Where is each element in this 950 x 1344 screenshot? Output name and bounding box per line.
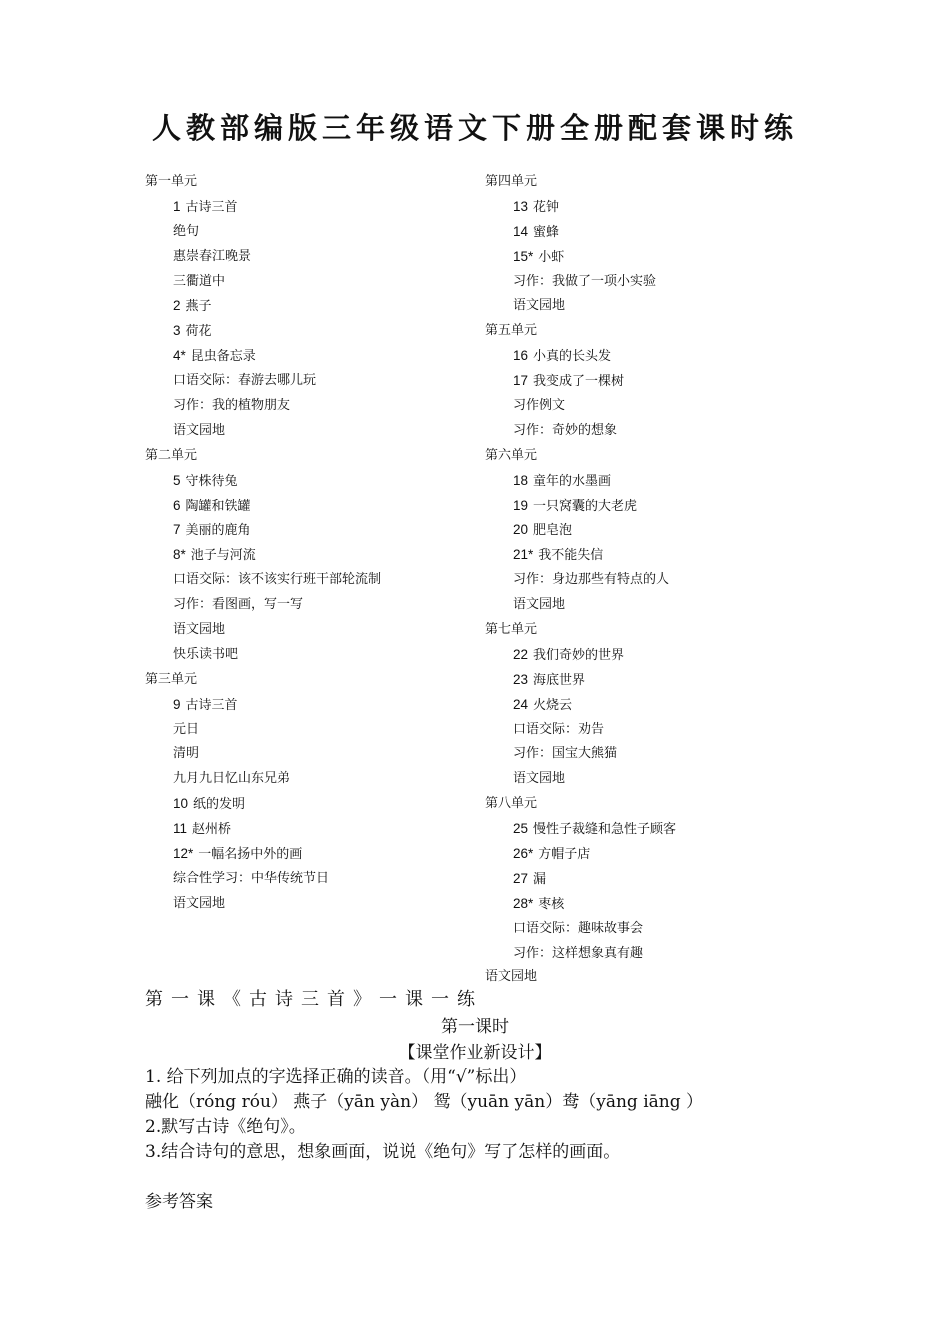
toc-item-text: 语文园地 [513,597,566,613]
toc-item [485,494,676,519]
toc-item-number: 5 [173,472,181,488]
toc-item [145,767,381,792]
toc-unit-heading [485,618,676,643]
section-label: 【课堂作业新设计】 [398,1043,552,1063]
toc-item [485,344,676,369]
toc-item [485,942,676,967]
toc-item [145,419,381,444]
toc-item-text: 花钟 [533,199,560,215]
toc-item [145,892,381,917]
toc-unit-heading [485,170,676,195]
toc-item-text: 我不能失信 [538,548,604,564]
toc-item-text: 慢性子裁缝和急性子顾客 [533,822,677,838]
toc-item-text: 古诗三首 [185,697,238,713]
toc-item-text: 第六单元 [485,447,538,463]
toc-item-text: 口语交际：劝告 [513,721,605,737]
document-title: 人教部编版三年级语文下册全册配套课时练 [151,111,798,145]
toc-item-text: 荷花 [185,324,212,340]
toc-item [145,618,381,643]
toc-last-item: 语文园地 [485,969,538,984]
toc-item-number: 20 [513,522,529,538]
toc-item-text: 第八单元 [485,796,538,812]
toc-item [145,792,381,817]
toc-item-number: 16 [513,348,529,364]
toc-item [485,693,676,718]
toc-item-text: 口语交际：该不该实行班干部轮流制 [173,572,382,588]
toc-item-number: 6 [173,497,181,513]
toc-item [485,668,676,693]
toc-item-text: 陶罐和铁罐 [185,498,251,514]
toc-item [145,469,381,494]
toc-item [145,220,381,245]
toc-item-text: 昆虫备忘录 [190,349,256,365]
toc-unit-heading [485,319,676,344]
toc-item-text: 习作：这样想象真有趣 [513,945,644,961]
toc-item-text: 美丽的鹿角 [185,523,251,539]
toc-item [485,245,676,270]
toc-item-number: 19 [513,497,529,513]
toc-item [485,294,676,319]
toc-item-text: 惠崇春江晚景 [173,248,252,264]
toc-item [485,842,676,867]
toc-item-text: 赵州桥 [192,822,232,838]
toc-item [485,220,676,245]
toc-item [485,195,676,220]
toc-item-text: 综合性学习：中华传统节日 [173,870,330,886]
toc-item-text: 三衢道中 [173,273,226,289]
toc-item-number: 4* [173,348,186,364]
toc-item [485,767,676,792]
toc-item-number: 9 [173,696,181,712]
toc-item-number: 24 [513,696,529,712]
toc-item-text: 第七单元 [485,622,538,638]
question-2: 2.默写古诗《绝句》。 [145,1117,306,1137]
toc-item-text: 语文园地 [173,622,226,638]
toc-item [485,817,676,842]
toc-item-number: 26* [513,846,534,862]
toc-item-text: 习作：看图画，写一写 [173,597,304,613]
toc-item [485,568,676,593]
toc-item [145,867,381,892]
toc-item [145,593,381,618]
toc-item-text: 火烧云 [533,697,573,713]
toc-item-text: 燕子 [185,299,212,315]
toc-item-text: 小真的长头发 [533,349,612,365]
toc-item [485,469,676,494]
toc-item [145,568,381,593]
toc-item [485,867,676,892]
toc-item-text: 元日 [173,721,200,737]
toc-item [485,518,676,543]
toc-item [145,693,381,718]
toc-item-text: 绝句 [173,223,200,239]
toc-item [485,270,676,295]
toc-item-text: 口语交际：趣味故事会 [513,920,644,936]
toc-item-number: 11 [173,821,188,837]
toc-item [145,344,381,369]
session-label: 第一课时 [441,1017,509,1037]
question-1: 1. 给下列加点的字选择正确的读音。（用“√”标出） [145,1067,527,1087]
toc-item-text: 习作：国宝大熊猫 [513,746,618,762]
toc-item-text: 口语交际：春游去哪儿玩 [173,373,317,389]
toc-item-number: 7 [173,522,181,538]
toc-item [145,494,381,519]
toc-item [485,742,676,767]
toc-item-number: 28* [513,895,534,911]
toc-item-text: 语文园地 [173,422,226,438]
lesson-heading: 第一课《古诗三首》一课一练 [145,989,483,1010]
toc-item-text: 习作：身边那些有特点的人 [513,572,670,588]
toc-item [485,917,676,942]
toc-item-text: 快乐读书吧 [173,646,239,662]
toc-item-text: 第四单元 [485,174,538,189]
toc-item-text: 习作：我的植物朋友 [173,398,291,414]
toc-item-number: 23 [513,671,529,687]
toc-item-text: 语文园地 [513,298,566,314]
answer-label: 参考答案 [145,1192,213,1212]
toc-unit-heading [485,792,676,817]
toc-right-column [485,170,676,967]
question-1-options: 融化（róng róu） 燕子（yān yàn） 鸳（yuān yān）鸯（yāng iāng ） [145,1092,704,1112]
toc-item-text: 一幅名扬中外的画 [198,847,303,863]
toc-item-text: 第三单元 [145,671,198,687]
toc-item-number: 2 [173,298,181,314]
toc-item [145,817,381,842]
toc-item-text: 守株待兔 [185,473,238,489]
toc-item-text: 语文园地 [513,771,566,787]
toc-item [145,245,381,270]
toc-item-number: 14 [513,223,529,239]
toc-item-text: 习作：奇妙的想象 [513,422,618,438]
toc-item-text: 我们奇妙的世界 [533,647,625,663]
toc-item [145,742,381,767]
toc-item-text: 漏 [533,871,547,887]
question-3: 3.结合诗句的意思，想象画面，说说《绝句》写了怎样的画面。 [145,1142,621,1162]
toc-item [485,643,676,668]
toc-item-text: 习作：我做了一项小实验 [513,273,657,289]
toc-item-number: 13 [513,198,529,214]
toc-item-text: 蜜蜂 [533,224,560,240]
toc-item-number: 25 [513,821,529,837]
toc-item [145,294,381,319]
toc-item-text: 纸的发明 [193,797,246,813]
toc-item-text: 习作例文 [513,398,566,414]
toc-unit-heading [145,444,381,469]
toc-item-text: 童年的水墨画 [533,473,612,489]
toc-item-text: 清明 [173,746,200,762]
toc-left-column [145,170,381,917]
toc-item-text: 小虾 [538,249,565,265]
toc-item [145,270,381,295]
toc-item-number: 18 [513,472,529,488]
toc-item [485,718,676,743]
toc-item [145,643,381,668]
toc-item-text: 九月九日忆山东兄弟 [173,771,291,787]
toc-item-text: 我变成了一棵树 [533,374,625,390]
toc-item [485,419,676,444]
toc-item-text: 第二单元 [145,447,198,463]
toc-item [145,543,381,568]
toc-item [485,543,676,568]
toc-item [485,369,676,394]
toc-item-text: 枣核 [538,896,565,912]
toc-item-number: 1 [173,198,181,214]
toc-item [145,518,381,543]
toc-item-text: 海底世界 [533,672,586,688]
toc-item [485,394,676,419]
toc-item-text: 一只窝囊的大老虎 [533,498,638,514]
toc-item [145,319,381,344]
toc-item-number: 3 [173,323,181,339]
toc-item [485,892,676,917]
toc-item-text: 语文园地 [173,895,226,911]
toc-item-number: 10 [173,796,189,812]
toc-item [145,195,381,220]
toc-item-number: 27 [513,870,529,886]
toc-item-number: 12* [173,846,194,862]
toc-item-number: 22 [513,646,529,662]
toc-unit-heading [485,444,676,469]
toc-item-number: 15* [513,248,534,264]
toc-item-text: 肥皂泡 [533,523,573,539]
toc-item-text: 第一单元 [145,174,198,189]
toc-item-text: 方帽子店 [538,847,591,863]
toc-item [145,718,381,743]
toc-item-number: 21* [513,547,534,563]
toc-item [145,369,381,394]
toc-item-number: 8* [173,547,186,563]
toc-unit-heading [145,668,381,693]
toc-item-number: 17 [513,373,529,389]
toc-item [485,593,676,618]
toc-item-text: 第五单元 [485,323,538,339]
toc-item-text: 池子与河流 [190,548,256,564]
toc-unit-heading [145,170,381,195]
toc-item-text: 古诗三首 [185,199,238,215]
toc-item [145,842,381,867]
toc-item [145,394,381,419]
